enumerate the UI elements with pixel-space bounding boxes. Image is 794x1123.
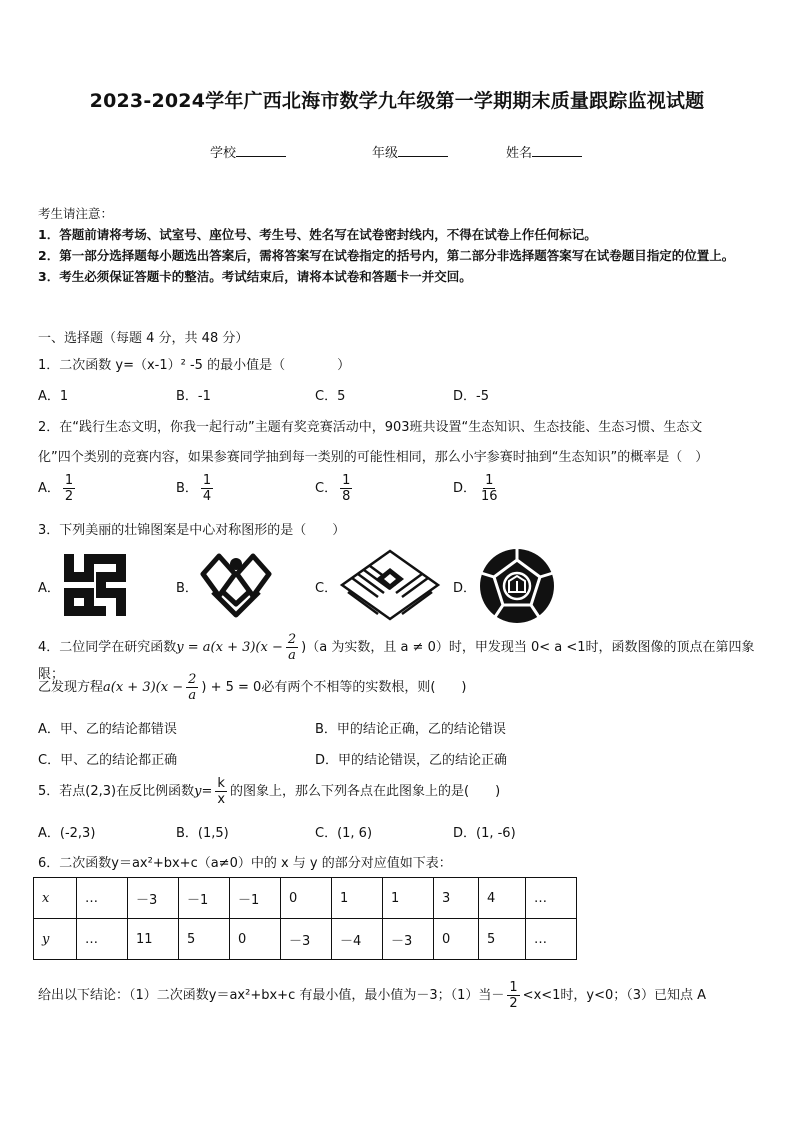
option-c[interactable]: C．5 (315, 389, 346, 404)
option-c[interactable]: C．(1, 6) (315, 826, 373, 841)
option-b[interactable]: B．(1,5) (176, 826, 229, 841)
option-a[interactable]: A． (38, 581, 60, 596)
section-heading: 一、选择题（每题 4 分，共 48 分） (38, 331, 249, 346)
question-5: 5．若点(2,3)在反比例函数y= $\frac{k}{x}$ 的图象上，那么下列各点在此图象上的是( ) (38, 776, 501, 807)
notes-heading: 考生请注意： (38, 206, 114, 221)
question-1-options (38, 385, 758, 405)
option-a[interactable]: A．(-2,3) (38, 826, 96, 841)
note-item: 2．第一部分选择题每小题选出答案后，需将答案写在试卷指定的括号内，第二部分非选择题答案写在试卷题目指定的位置上。 (38, 248, 735, 263)
table-cell: 0 (434, 919, 479, 960)
exam-notes (38, 203, 758, 287)
option-c[interactable]: C． (315, 581, 338, 596)
option-a[interactable]: A．甲、乙的结论都错误 (38, 722, 177, 737)
table-cell: 1 (383, 878, 434, 919)
question-6: 6．二次函数y＝ax²+bx+c（a≠0）中的 x 与 y 的部分对应值如下表： (38, 856, 452, 871)
option-d[interactable]: D．(1, -6) (453, 826, 516, 841)
question-2-line-2: 化”四个类别的竞赛内容，如果参赛同学抽到每一类别的可能性相同，那么小宇参赛时抽到“生态知识”的概率是（ ） (38, 450, 709, 465)
table-cell: y (34, 919, 77, 960)
name-blank[interactable] (532, 144, 582, 157)
question-2-options (38, 473, 758, 513)
option-c[interactable]: C． $\frac{1}{8}$ (315, 473, 351, 504)
table-cell: x (34, 878, 77, 919)
table-row (34, 878, 577, 919)
pattern-a-icon[interactable] (62, 552, 128, 618)
table-cell: … (77, 878, 128, 919)
table-cell: －1 (179, 878, 230, 919)
table-cell: －3 (128, 878, 179, 919)
table-cell: 11 (128, 919, 179, 960)
option-d[interactable]: D．甲的结论错误，乙的结论正确 (315, 753, 508, 768)
pattern-b-icon[interactable] (199, 552, 273, 618)
option-b[interactable]: B． $\frac{1}{4}$ (176, 473, 212, 504)
table-cell: 1 (332, 878, 383, 919)
grade-blank[interactable] (398, 144, 448, 157)
question-4-line-2: 乙发现方程a(x + 3)(x − $\frac{2}{a}$ ) + 5 = 0必有两个不相等的实数根，则( ) (38, 672, 467, 703)
name-field: 姓名 (506, 142, 582, 161)
question-1: 1．二次函数 y=（x-1）² -5 的最小值是（ ） (38, 358, 351, 373)
value-table (33, 877, 577, 960)
table-cell: －3 (281, 919, 332, 960)
note-item: 3．考生必须保证答题卡的整洁。考试结束后，请将本试卷和答题卡一并交回。 (38, 269, 472, 284)
grade-field: 年级 (372, 142, 448, 161)
table-cell: 5 (479, 919, 526, 960)
question-3: 3．下列美丽的壮锦图案是中心对称图形的是（ ） (38, 523, 346, 538)
option-d[interactable]: D． $\frac{1}{16}$ (453, 473, 498, 504)
option-a[interactable]: A． $\frac{1}{2}$ (38, 473, 74, 504)
option-d[interactable]: D． (453, 581, 477, 596)
option-b[interactable]: B． (176, 581, 198, 596)
table-cell: … (77, 919, 128, 960)
option-c[interactable]: C．甲、乙的结论都正确 (38, 753, 178, 768)
table-cell: －3 (383, 919, 434, 960)
question-4-line-1: 4．二位同学在研究函数y = a(x + 3)(x − $\frac{2}{a}$ )（a 为实数，且 a ≠ 0）时，甲发现当 0< a <1时，函数图像的顶点在第四象限； (38, 632, 755, 682)
table-cell: 5 (179, 919, 230, 960)
table-cell: －4 (332, 919, 383, 960)
page-title: 2023-2024学年广西北海市数学九年级第一学期期末质量跟踪监视试题 (89, 90, 705, 112)
school-field: 学校 (210, 142, 286, 161)
table-cell: 0 (281, 878, 332, 919)
option-b[interactable]: B．甲的结论正确，乙的结论错误 (315, 722, 506, 737)
pattern-c-icon[interactable] (338, 548, 442, 622)
question-5-options (38, 822, 758, 842)
option-b[interactable]: B．-1 (176, 389, 211, 404)
note-item: 1．答题前请将考场、试室号、座位号、考生号、姓名写在试卷密封线内，不得在试卷上作任何标记。 (38, 227, 597, 242)
question-6-conclusions: 给出以下结论：（1）二次函数y＝ax²+bx+c 有最小值，最小值为－3；（1）当－ $\frac{1}{2}$ <x<1时，y<0；（3）已知点 A (38, 980, 707, 1011)
table-cell: 3 (434, 878, 479, 919)
school-blank[interactable] (236, 144, 286, 157)
option-d[interactable]: D．-5 (453, 389, 489, 404)
question-4-options-row-1 (38, 718, 758, 738)
table-cell: … (526, 878, 577, 919)
question-4-options-row-2 (38, 749, 758, 769)
option-a[interactable]: A．1 (38, 389, 69, 404)
table-cell: … (526, 919, 577, 960)
table-cell: －1 (230, 878, 281, 919)
pattern-d-icon[interactable] (479, 548, 555, 624)
table-row (34, 919, 577, 960)
table-cell: 0 (230, 919, 281, 960)
table-cell: 4 (479, 878, 526, 919)
question-2-line-1: 2．在“践行生态文明，你我一起行动”主题有奖竞赛活动中，903班共设置“生态知识、生态技能、生态习惯、生态文 (38, 420, 703, 435)
